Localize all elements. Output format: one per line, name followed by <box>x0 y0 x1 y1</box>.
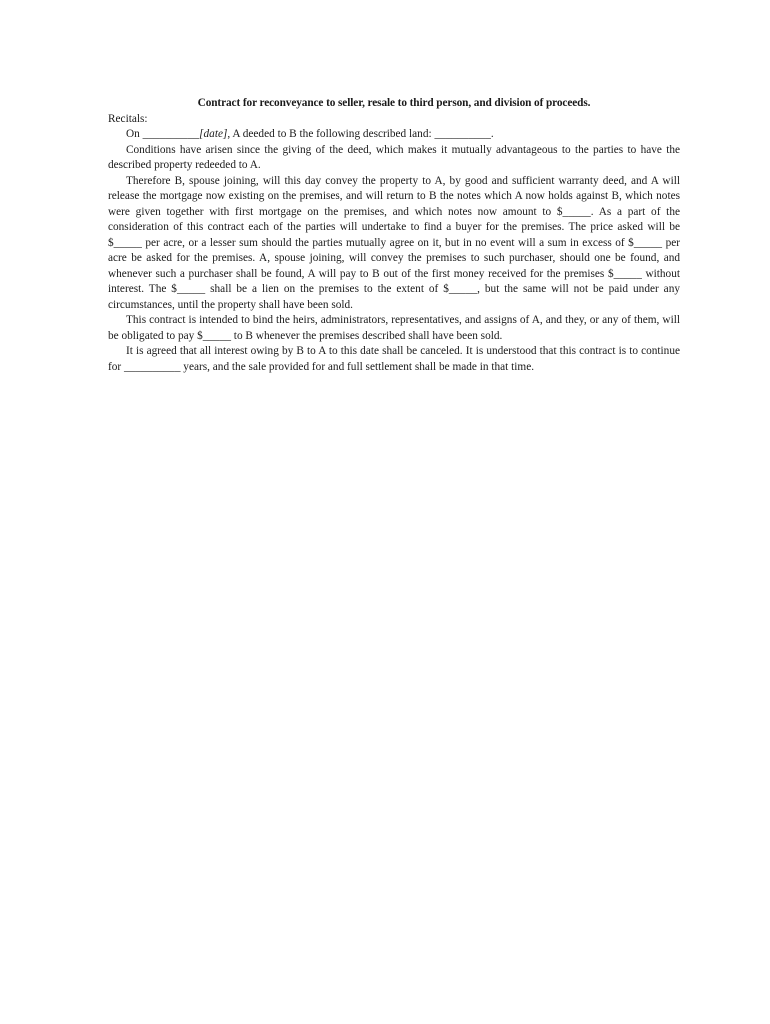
document-page <box>108 96 680 375</box>
paragraph-conditions: Conditions have arisen since the giving of the deed, which makes it mutually advantageous to the parties to have the described property redeeded to A. <box>108 143 680 171</box>
recitals-label: Recitals: <box>108 112 148 125</box>
paragraph-binding-heirs: This contract is intended to bind the heirs, administrators, representatives, and assigns of A, and they, or any of them, will be obligated to pay $_____ to B whenever the premises described shall have been sold. <box>108 314 680 342</box>
paragraph-interest-duration: It is agreed that all interest owing by B to A to this date shall be canceled. It is understood that this contract is to continue for __________ years, and the sale provided for and full settlement shall be made in that time. <box>108 345 680 373</box>
document-title: Contract for reconveyance to seller, resale to third person, and division of proceeds. <box>197 97 591 109</box>
date-placeholder: [date] <box>199 128 228 140</box>
paragraph-deed-date-lead: On __________ <box>126 128 200 140</box>
paragraph-conveyance-terms: Therefore B, spouse joining, will this day convey the property to A, by good and sufficient warranty deed, and A will release the mortgage now existing on the premises, and will return to B the notes which A now holds against B, which notes were given together with first mortgage on the premises, and which notes now amount to $_____. As a part of the consideration of this contract each of the parties will undertake to find a buyer for the premises. The price asked will be $_____ per acre, or a lesser sum should the parties mutually agree on it, but in no event will a sum in excess of $_____ per acre be asked for the premises. A, spouse joining, will convey the premises to such purchaser, should one be found, and whenever such a purchaser shall be found, A will pay to B out of the first money received for the premises $_____ without interest. The $_____ shall be a lien on the premises to the extent of $_____, but the same will not be paid under any circumstances, until the property shall have been sold. <box>108 174 680 311</box>
paragraph-deed-date <box>108 127 680 143</box>
paragraph-deed-date-tail: , A deeded to B the following described land: __________. <box>227 128 494 140</box>
